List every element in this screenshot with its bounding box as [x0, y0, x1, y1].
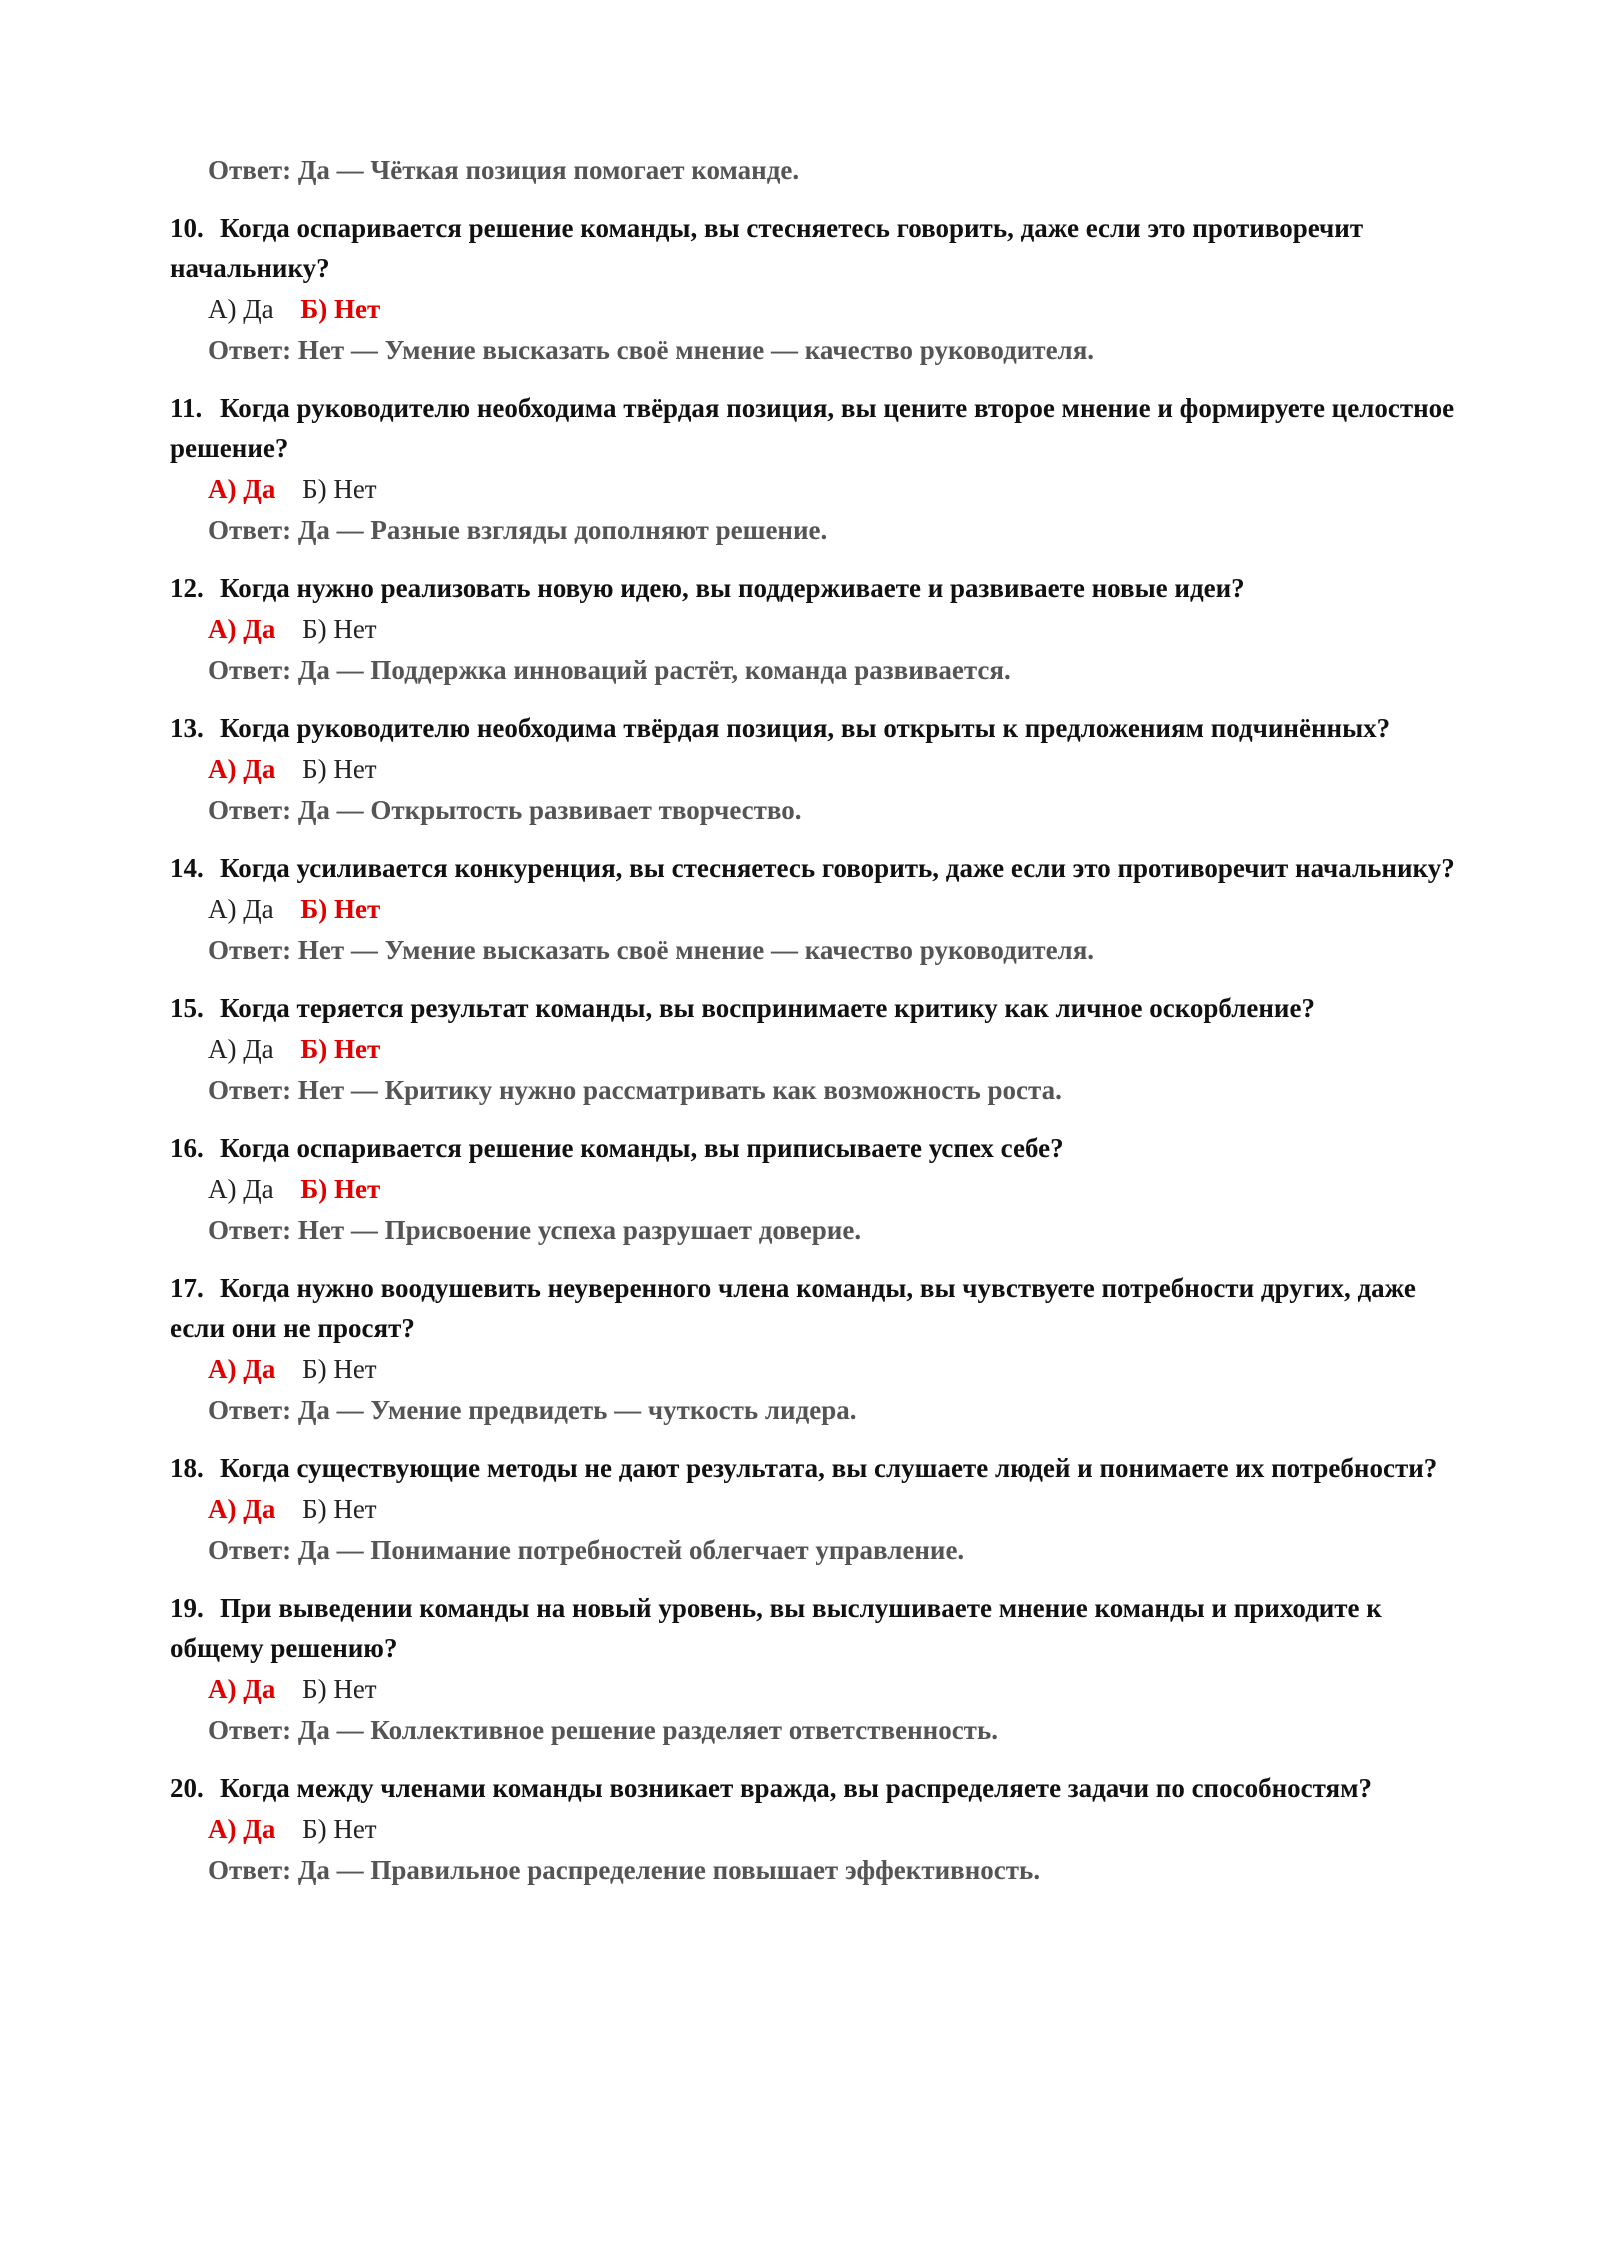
question-number: 16.	[170, 1133, 204, 1163]
answer-options	[170, 608, 1460, 650]
question-text	[170, 988, 1460, 1028]
question-number: 15.	[170, 993, 204, 1023]
question-block	[170, 988, 1460, 1110]
question-block	[170, 708, 1460, 830]
answer-options	[170, 1348, 1460, 1390]
question-text	[170, 388, 1460, 468]
answer-explanation: Ответ: Да — Открытость развивает творчество.	[208, 795, 802, 825]
question-number: 19.	[170, 1593, 204, 1623]
answer-explanation: Ответ: Нет — Присвоение успеха разрушает доверие.	[208, 1215, 862, 1245]
answer-explanation: Ответ: Да — Разные взгляды дополняют решение.	[208, 515, 828, 545]
option-a: А) Да	[208, 894, 274, 924]
answer-explanation: Ответ: Нет — Умение высказать своё мнение — качество руководителя.	[208, 935, 1095, 965]
option-a-correct: А) Да	[208, 754, 276, 784]
answer-explanation: Ответ: Нет — Критику нужно рассматривать как возможность роста.	[208, 1075, 1062, 1105]
question-number: 18.	[170, 1453, 204, 1483]
question-body: При выведении команды на новый уровень, вы выслушиваете мнение команды и приходите к общему решению?	[170, 1593, 1382, 1663]
question-number: 17.	[170, 1273, 204, 1303]
question-text	[170, 208, 1460, 288]
option-b-correct: Б) Нет	[300, 1034, 381, 1064]
answer-options	[170, 1808, 1460, 1850]
question-text	[170, 1768, 1460, 1808]
option-b-correct: Б) Нет	[300, 894, 381, 924]
answer-options	[170, 468, 1460, 510]
question-body: Когда существующие методы не дают результата, вы слушаете людей и понимаете их потребности?	[220, 1453, 1438, 1483]
question-body: Когда между членами команды возникает вражда, вы распределяете задачи по способностям?	[220, 1773, 1373, 1803]
question-body: Когда теряется результат команды, вы воспринимаете критику как личное оскорбление?	[220, 993, 1315, 1023]
question-text	[170, 1128, 1460, 1168]
answer-explanation: Ответ: Да — Понимание потребностей облегчает управление.	[208, 1535, 965, 1565]
option-a: А) Да	[208, 294, 274, 324]
question-body: Когда оспаривается решение команды, вы стесняетесь говорить, даже если это противоречит начальнику?	[170, 213, 1364, 283]
option-b: Б) Нет	[302, 1354, 377, 1384]
option-b: Б) Нет	[302, 1814, 377, 1844]
option-b: Б) Нет	[302, 614, 377, 644]
question-body: Когда руководителю необходима твёрдая позиция, вы цените второе мнение и формируете целостное решение?	[170, 393, 1455, 463]
answer-options	[170, 748, 1460, 790]
option-a-correct: А) Да	[208, 1494, 276, 1524]
question-number: 20.	[170, 1773, 204, 1803]
answer-options	[170, 888, 1460, 930]
question-block	[170, 388, 1460, 550]
answer-options	[170, 1168, 1460, 1210]
answer-options	[170, 288, 1460, 330]
question-block	[170, 848, 1460, 970]
option-a-correct: А) Да	[208, 1354, 276, 1384]
option-a-correct: А) Да	[208, 1674, 276, 1704]
answer-explanation: Ответ: Нет — Умение высказать своё мнение — качество руководителя.	[208, 335, 1095, 365]
option-b-correct: Б) Нет	[300, 294, 381, 324]
question-block	[170, 1268, 1460, 1430]
answer-options	[170, 1028, 1460, 1070]
option-b-correct: Б) Нет	[300, 1174, 381, 1204]
question-text	[170, 1268, 1460, 1348]
question-block	[170, 1768, 1460, 1890]
question-number: 11.	[170, 393, 203, 423]
question-block	[170, 208, 1460, 370]
question-body: Когда руководителю необходима твёрдая позиция, вы открыты к предложениям подчинённых?	[220, 713, 1391, 743]
question-text	[170, 848, 1460, 888]
question-text	[170, 568, 1460, 608]
question-number: 12.	[170, 573, 204, 603]
option-a: А) Да	[208, 1174, 274, 1204]
question-text	[170, 708, 1460, 748]
option-b: Б) Нет	[302, 474, 377, 504]
answer-explanation: Ответ: Да — Правильное распределение повышает эффективность.	[208, 1855, 1041, 1885]
top-answer-text: Ответ: Да — Чёткая позиция помогает команде.	[208, 155, 800, 185]
answer-explanation: Ответ: Да — Поддержка инноваций растёт, команда развивается.	[208, 655, 1011, 685]
option-b: Б) Нет	[302, 754, 377, 784]
question-block	[170, 1128, 1460, 1250]
question-body: Когда нужно воодушевить неуверенного члена команды, вы чувствуете потребности других, даже если они не просят?	[170, 1273, 1416, 1343]
question-block	[170, 1588, 1460, 1750]
question-body: Когда усиливается конкуренция, вы стесняетесь говорить, даже если это противоречит начальнику?	[220, 853, 1455, 883]
question-block	[170, 1448, 1460, 1570]
answer-explanation: Ответ: Да — Коллективное решение разделяет ответственность.	[208, 1715, 998, 1745]
question-text	[170, 1588, 1460, 1668]
question-body: Когда оспаривается решение команды, вы приписываете успех себе?	[220, 1133, 1064, 1163]
question-text	[170, 1448, 1460, 1488]
answer-explanation: Ответ: Да — Умение предвидеть — чуткость лидера.	[208, 1395, 857, 1425]
option-a-correct: А) Да	[208, 474, 276, 504]
option-a-correct: А) Да	[208, 1814, 276, 1844]
option-a-correct: А) Да	[208, 614, 276, 644]
question-block	[170, 568, 1460, 690]
quiz-content	[170, 150, 1460, 1890]
answer-options	[170, 1668, 1460, 1710]
question-number: 10.	[170, 213, 204, 243]
question-number: 14.	[170, 853, 204, 883]
option-b: Б) Нет	[302, 1674, 377, 1704]
question-body: Когда нужно реализовать новую идею, вы поддерживаете и развиваете новые идеи?	[220, 573, 1245, 603]
option-a: А) Да	[208, 1034, 274, 1064]
question-number: 13.	[170, 713, 204, 743]
answer-options	[170, 1488, 1460, 1530]
option-b: Б) Нет	[302, 1494, 377, 1524]
